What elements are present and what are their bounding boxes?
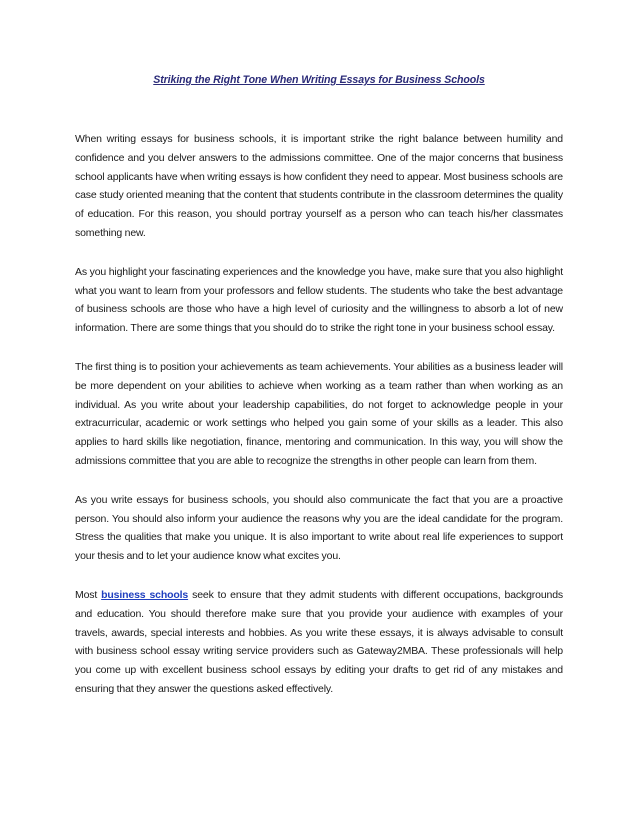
paragraph-5-suffix: seek to ensure that they admit students with different occupations, backgrounds and education. You should therefore make sure that you provide your audience with examples of your travels, awards, special interests and hobbies. As you write these essays, it is always advisable to consult with business school essay writing service providers such as Gateway2MBA. These professionals will help you come up with excellent business school essays by editing your drafts to get rid of any mistakes and ensuring that they answer the questions asked effectively. <box>75 588 563 695</box>
paragraph-5 <box>75 586 563 699</box>
document-title: Striking the Right Tone When Writing Essays for Business Schools <box>153 74 485 86</box>
document-body <box>75 130 563 719</box>
business-schools-link[interactable]: business schools <box>101 588 189 601</box>
paragraph-1: When writing essays for business schools, it is important strike the right balance between humility and confidence and you delver answers to the admissions committee. One of the major concerns that business school applicants have when writing essays is how confident they need to appear. Most business schools are case study oriented meaning that the content that students contribute in the classroom determines the quality of education. For this reason, you should portray yourself as a person who can teach his/her classmates something new. <box>75 133 563 239</box>
paragraph-5-prefix: Most <box>75 588 102 601</box>
paragraph-4: As you write essays for business schools, you should also communicate the fact that you are a proactive person. You should also inform your audience the reasons why you are the ideal candidate for the program. Stress the qualities that make you unique. It is also important to write about real life experiences to support your thesis and to let your audience know what excites you. <box>75 493 563 563</box>
paragraph-2: As you highlight your fascinating experiences and the knowledge you have, make sure that you also highlight what you want to learn from your professors and fellow students. The students who take the best advantage of business schools are those who have a high level of curiosity and the willingness to absorb a lot of new information. There are some things that you should do to strike the right tone in your business school essay. <box>75 265 563 335</box>
paragraph-3: The first thing is to position your achievements as team achievements. Your abilities as a business leader will be more dependent on your abilities to achieve when working as a team rather than when working as an individual. As you write about your leadership capabilities, do not forget to acknowledge people in your extracurricular, academic or work settings who helped you gain some of your skills as a leader. This also applies to hard skills like negotiation, finance, mentoring and communication. In this way, you will show the admissions committee that you are able to recognize the strengths in other people can learn from them. <box>75 360 563 467</box>
